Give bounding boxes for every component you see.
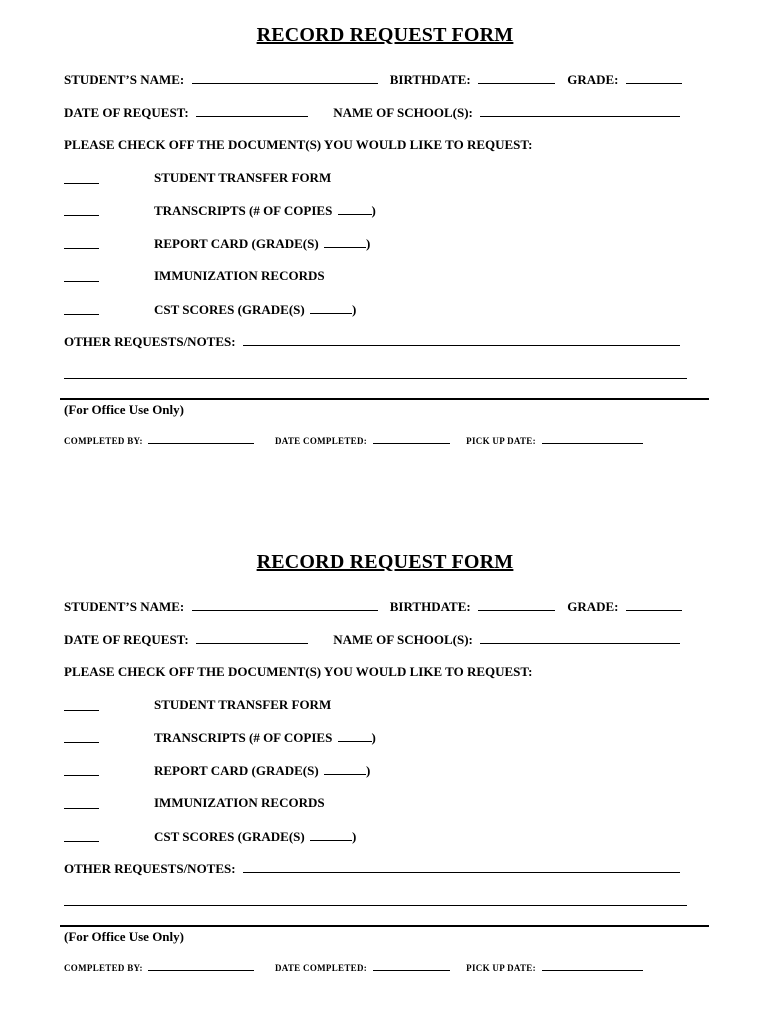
completed-by-field[interactable]	[148, 961, 254, 971]
completed-by-label: COMPLETED BY:	[64, 436, 143, 446]
birthdate-field[interactable]	[478, 598, 555, 611]
school-label: NAME OF SCHOOL(S):	[333, 632, 473, 647]
school-field[interactable]	[480, 104, 680, 117]
record-request-form-1	[0, 0, 770, 470]
student-name-field[interactable]	[192, 598, 378, 611]
document-checkbox-line[interactable]	[64, 762, 99, 776]
document-label: TRANSCRIPTS (# OF COPIES )	[154, 203, 376, 218]
document-checkbox-line[interactable]	[64, 828, 99, 842]
school-label: NAME OF SCHOOL(S):	[333, 105, 473, 120]
office-use-heading: (For Office Use Only)	[64, 402, 184, 417]
document-label: STUDENT TRANSFER FORM	[154, 170, 332, 185]
document-label: CST SCORES (GRADE(S) )	[154, 829, 357, 844]
notes-label: OTHER REQUESTS/NOTES:	[64, 861, 236, 876]
grade-field[interactable]	[626, 598, 682, 611]
school-field[interactable]	[480, 631, 680, 644]
document-checkbox-line[interactable]	[64, 170, 99, 184]
date-of-request-field[interactable]	[196, 631, 308, 644]
notes-field[interactable]	[243, 333, 680, 346]
document-label: TRANSCRIPTS (# OF COPIES )	[154, 730, 376, 745]
notes-field[interactable]	[243, 860, 680, 873]
form-title: RECORD REQUEST FORM	[256, 551, 514, 573]
pick-up-date-field[interactable]	[542, 434, 643, 444]
birthdate-field[interactable]	[478, 71, 555, 84]
document-label: REPORT CARD (GRADE(S) )	[154, 763, 371, 778]
notes-label: OTHER REQUESTS/NOTES:	[64, 334, 236, 349]
office-use-row	[64, 961, 643, 973]
document-checkbox-line[interactable]	[64, 301, 99, 315]
student-name-label: STUDENT’S NAME:	[64, 599, 185, 614]
copies-field[interactable]	[338, 202, 372, 215]
office-use-row	[64, 434, 643, 446]
date-completed-label: DATE COMPLETED:	[274, 436, 368, 446]
office-divider	[60, 925, 709, 927]
document-checkbox-line[interactable]	[64, 268, 99, 282]
pick-up-date-field[interactable]	[542, 961, 643, 971]
document-label: CST SCORES (GRADE(S) )	[154, 302, 357, 317]
birthdate-label: BIRTHDATE:	[389, 72, 471, 87]
report-card-grade-field[interactable]	[324, 235, 366, 248]
document-label: STUDENT TRANSFER FORM	[154, 697, 332, 712]
document-label: IMMUNIZATION RECORDS	[154, 795, 325, 810]
completed-by-label: COMPLETED BY:	[64, 963, 143, 973]
date-completed-label: DATE COMPLETED:	[274, 963, 368, 973]
document-checkbox-line[interactable]	[64, 729, 99, 743]
birthdate-label: BIRTHDATE:	[389, 599, 471, 614]
notes-field-line-2[interactable]	[64, 893, 687, 906]
request-info-row	[64, 104, 680, 121]
document-checkbox-line[interactable]	[64, 235, 99, 249]
office-divider	[60, 398, 709, 400]
pick-up-date-label: PICK UP DATE:	[466, 963, 536, 973]
date-of-request-field[interactable]	[196, 104, 308, 117]
record-request-form-2	[0, 527, 770, 997]
request-info-row	[64, 631, 680, 648]
instruction-text: PLEASE CHECK OFF THE DOCUMENT(S) YOU WOULD LIKE TO REQUEST:	[64, 664, 533, 679]
grade-label: GRADE:	[567, 72, 619, 87]
student-name-field[interactable]	[192, 71, 378, 84]
document-label: REPORT CARD (GRADE(S) )	[154, 236, 371, 251]
notes-field-line-2[interactable]	[64, 366, 687, 379]
instruction-text: PLEASE CHECK OFF THE DOCUMENT(S) YOU WOULD LIKE TO REQUEST:	[64, 137, 533, 152]
student-info-row	[64, 71, 682, 88]
copies-field[interactable]	[338, 729, 372, 742]
document-checkbox-line[interactable]	[64, 697, 99, 711]
date-completed-field[interactable]	[373, 434, 450, 444]
date-completed-field[interactable]	[373, 961, 450, 971]
date-of-request-label: DATE OF REQUEST:	[64, 632, 189, 647]
completed-by-field[interactable]	[148, 434, 254, 444]
document-checkbox-line[interactable]	[64, 795, 99, 809]
pick-up-date-label: PICK UP DATE:	[466, 436, 536, 446]
cst-grade-field[interactable]	[310, 828, 352, 841]
notes-row	[64, 333, 680, 350]
document-checkbox-line[interactable]	[64, 202, 99, 216]
office-use-heading: (For Office Use Only)	[64, 929, 184, 944]
notes-row	[64, 860, 680, 877]
form-title: RECORD REQUEST FORM	[256, 24, 514, 46]
report-card-grade-field[interactable]	[324, 762, 366, 775]
grade-label: GRADE:	[567, 599, 619, 614]
document-label: IMMUNIZATION RECORDS	[154, 268, 325, 283]
student-info-row	[64, 598, 682, 615]
grade-field[interactable]	[626, 71, 682, 84]
student-name-label: STUDENT’S NAME:	[64, 72, 185, 87]
date-of-request-label: DATE OF REQUEST:	[64, 105, 189, 120]
cst-grade-field[interactable]	[310, 301, 352, 314]
